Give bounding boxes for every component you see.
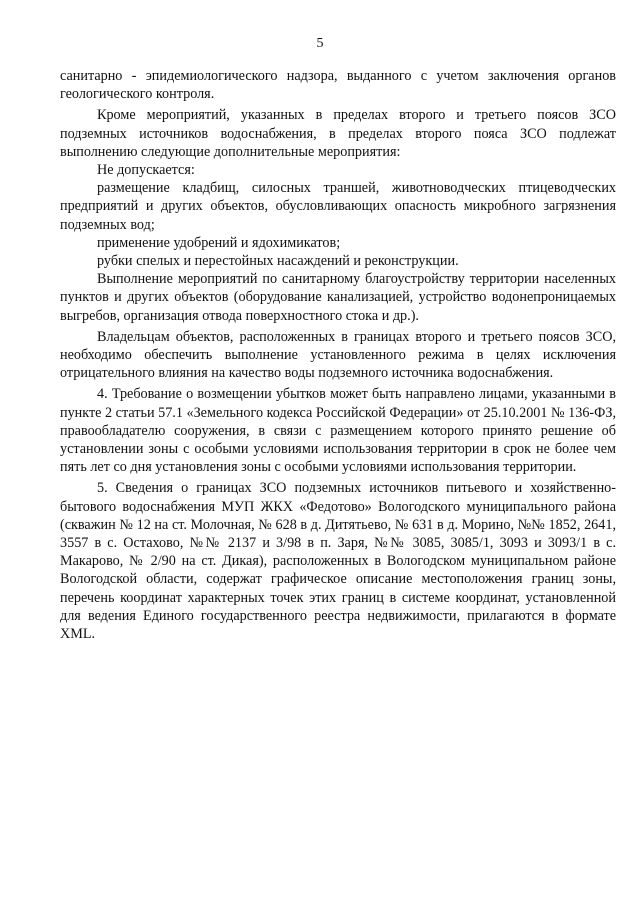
paragraph-additional-measures: Кроме мероприятий, указанных в пределах второго и третьего поясов ЗСО подземных источников водоснабжения, в пределах второго пояса ЗСО подлежат выполнению следующие дополнительные мероприятия: — [60, 107, 616, 160]
paragraph-not-allowed: Не допускается: — [97, 162, 195, 179]
list-item-fertilizers: применение удобрений и ядохимикатов; — [97, 234, 341, 251]
paragraph-owners-obligation: Владельцам объектов, расположенных в границах второго и третьего поясов ЗСО, необходимо обеспечить выполнение установленного режима в целях исключения отрицательного влияния на качество воды подземного источника водоснабжения. — [60, 328, 616, 382]
paragraph-item-4: 4. Требование о возмещении убытков может быть направлено лицами, указанными в пункте 2 статьи 57.1 «Земельного кодекса Российской Федерации» от 25.10.2001 № 136-ФЗ, правообладателю сооружения, в связи с размещением которого принято решение об установлении зоны с особыми условиями использования территории в срок не более чем пять лет со дня установления зоны с особыми условиями использования территории. — [60, 386, 616, 476]
document-body — [60, 67, 616, 643]
list-item-logging: рубки спелых и перестойных насаждений и реконструкции. — [97, 253, 459, 270]
paragraph-sanitary-improvement: Выполнение мероприятий по санитарному благоустройству территории населенных пунктов и других объектов (оборудование канализацией, устройство водонепроницаемых выгребов, организация отвода поверхностного стока и др.). — [60, 271, 616, 324]
paragraph-continuation: санитарно - эпидемиологического надзора, выданного с учетом заключения органов геологического контроля. — [60, 68, 616, 103]
paragraph-item-5: 5. Сведения о границах ЗСО подземных источников питьевого и хозяйственно-бытового водоснабжения МУП ЖКХ «Федотово» Вологодского муниципального района (скважин № 12 на ст. Молочная, № 628 в д. Дитятьево, № 631 в д. Морино, №№ 1852, 2641, 3557 в с. Остахово, №№ 2137 и 3/98 в п. Заря, №№ 3085, 3085/1, 3093 и 3093/1 в с. Макарово, № 2/90 на ст. Дикая), расположенных в Вологодском муниципальном районе Вологодской области, содержат графическое описание местоположения границ зоны, перечень координат характерных точек этих границ в системе координат, установленной для ведения Единого государственного реестра недвижимости, прилагаются в формате XML. — [60, 480, 616, 643]
list-item-cemeteries: размещение кладбищ, силосных траншей, животноводческих птицеводческих предприятий и других объектов, обусловливающих опасность микробного загрязнения подземных вод; — [60, 180, 616, 233]
page-number: 5 — [316, 36, 324, 51]
